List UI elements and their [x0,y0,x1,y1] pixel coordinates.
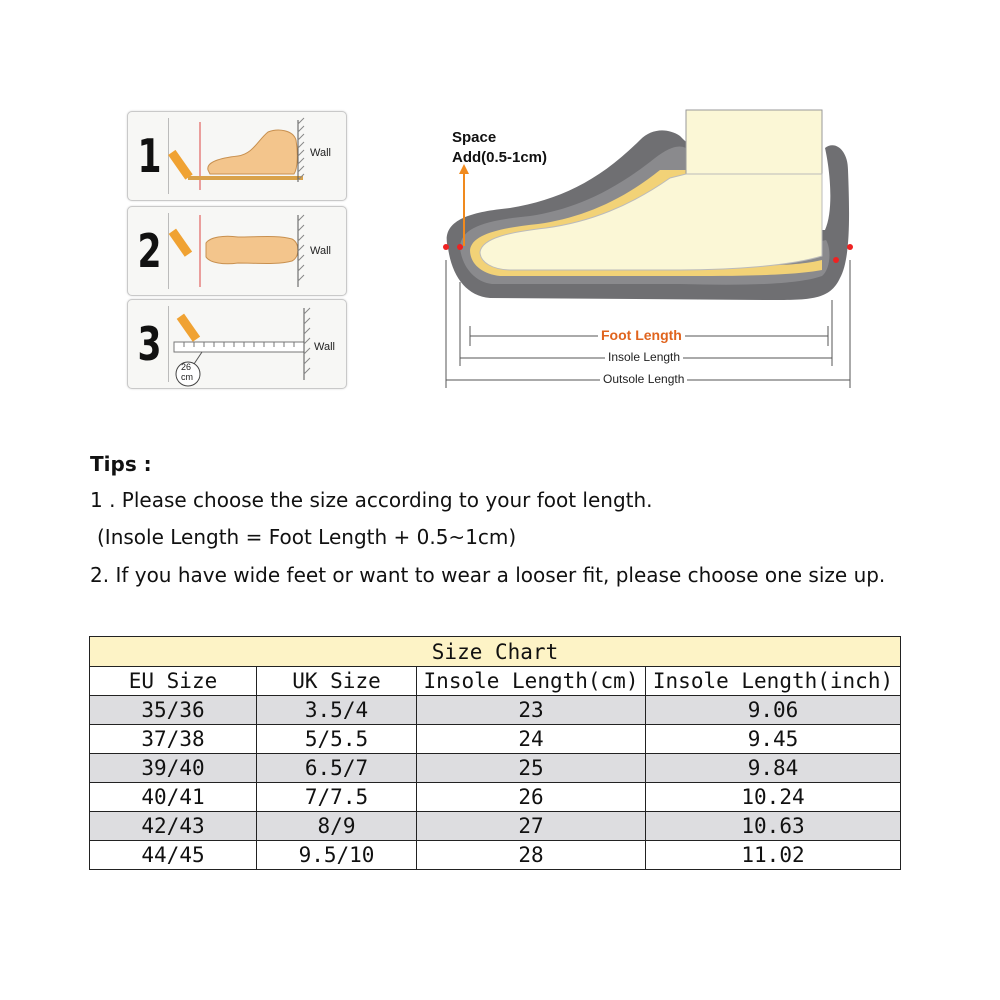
step-number: 1 [137,129,162,183]
insole-length-label: Insole Length [605,350,683,364]
insole-cm-cell: 27 [417,812,646,841]
insole-inch-cell: 11.02 [646,841,901,870]
eu-size-cell: 40/41 [90,783,257,812]
uk-size-cell: 3.5/4 [257,696,417,725]
table-row [90,725,901,754]
size-chart-table [89,636,901,870]
uk-size-cell: 8/9 [257,812,417,841]
space-label [452,128,547,168]
step-3-panel [127,299,347,389]
eu-size-cell: 39/40 [90,754,257,783]
wall-label: Wall [314,341,335,353]
uk-size-cell: 5/5.5 [257,725,417,754]
tip-1-note: (Insole Length = Foot Length + 0.5~1cm) [97,525,517,549]
eu-size-cell: 35/36 [90,696,257,725]
eu-size-cell: 37/38 [90,725,257,754]
tip-2: 2. If you have wide feet or want to wear a looser fit, please choose one size up. [90,563,886,587]
wall-label: Wall [310,147,331,159]
insole-inch-cell: 10.63 [646,812,901,841]
eu-size-cell: 44/45 [90,841,257,870]
ruler-reading: 26 [181,362,192,372]
table-row [90,783,901,812]
insole-inch-cell: 9.45 [646,725,901,754]
outsole-length-label: Outsole Length [600,372,687,386]
size-chart-title-row [90,637,901,667]
insole-inch-cell: 9.06 [646,696,901,725]
header-insole-inch: Insole Length(inch) [646,667,901,696]
uk-size-cell: 7/7.5 [257,783,417,812]
eu-size-cell: 42/43 [90,812,257,841]
foot-length-label: Foot Length [598,327,685,343]
table-row [90,696,901,725]
step-1-panel [127,111,347,201]
space-title: Space [452,129,497,146]
insole-inch-cell: 10.24 [646,783,901,812]
insole-cm-cell: 25 [417,754,646,783]
step-number: 3 [137,317,162,371]
size-chart-header-row [90,667,901,696]
header-uk-size: UK Size [257,667,417,696]
insole-cm-cell: 28 [417,841,646,870]
insole-cm-cell: 23 [417,696,646,725]
tip-1: 1 . Please choose the size according to your foot length. [90,488,653,512]
ruler-unit: cm [181,372,193,382]
insole-inch-cell: 9.84 [646,754,901,783]
header-insole-cm: Insole Length(cm) [417,667,646,696]
step-2-panel [127,206,347,296]
size-chart-title: Size Chart [90,637,901,667]
tips-title: Tips : [90,452,152,476]
space-add-note: Add(0.5-1cm) [452,149,548,166]
insole-cm-cell: 24 [417,725,646,754]
wall-label: Wall [310,245,331,257]
insole-cm-cell: 26 [417,783,646,812]
table-row [90,812,901,841]
table-row [90,841,901,870]
uk-size-cell: 6.5/7 [257,754,417,783]
table-row [90,754,901,783]
uk-size-cell: 9.5/10 [257,841,417,870]
step-number: 2 [137,224,162,278]
header-eu-size: EU Size [90,667,257,696]
